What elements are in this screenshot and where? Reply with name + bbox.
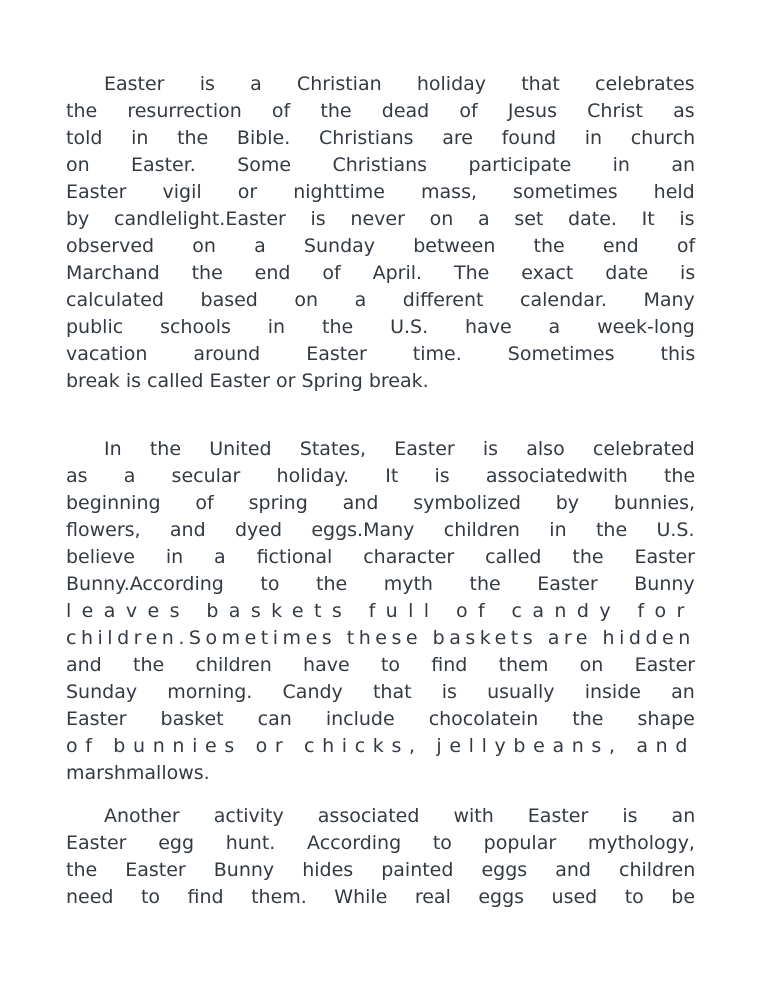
text-line: the resurrection of the dead of Jesus Christ as (66, 100, 695, 122)
text-line: Marchand the end of April. The exact date is (66, 262, 696, 284)
text-line: public schools in the U.S. have a week-long (66, 316, 695, 338)
text-line: Sunday morning. Candy that is usually inside an (66, 681, 695, 703)
text-line: vacation around Easter time. Sometimes this (66, 343, 696, 365)
text-line: by candlelight.Easter is never on a set date. It is (66, 208, 695, 230)
text-line: children.Sometimes these baskets are hidden (66, 627, 695, 649)
text-line: believe in a fictional character called the Easter (66, 546, 695, 568)
text-line: Bunny.According to the myth the Easter Bunny (66, 573, 695, 595)
text-line: Easter vigil or nighttime mass, sometimes held (66, 181, 695, 203)
text-line: break is called Easter or Spring break. (66, 370, 429, 392)
text-line: flowers, and dyed eggs.Many children in the U.S. (66, 519, 695, 541)
text-line: marshmallows. (66, 762, 210, 784)
text-line: In the United States, Easter is also celebrated (104, 438, 695, 460)
text-line: need to find them. While real eggs used to be (66, 886, 696, 908)
text-line: Easter basket can include chocolatein the shape (66, 708, 695, 730)
text-line: the Easter Bunny hides painted eggs and children (66, 859, 696, 881)
text-line: observed on a Sunday between the end of (66, 235, 696, 257)
text-line: beginning of spring and symbolized by bunnies, (66, 492, 696, 514)
document-content (66, 71, 695, 911)
text-line: as a secular holiday. It is associatedwith the (66, 465, 696, 487)
text-line: Easter egg hunt. According to popular mythology, (66, 832, 695, 854)
text-line: told in the Bible. Christians are found in church (66, 127, 696, 149)
paragraph (66, 71, 695, 395)
text-line: leaves baskets full of candy for (66, 600, 695, 622)
paragraph (66, 803, 695, 911)
text-line: and the children have to find them on Easter (66, 654, 696, 676)
text-line: of bunnies or chicks, jellybeans, and (66, 735, 696, 757)
text-line: calculated based on a different calendar. Many (66, 289, 695, 311)
text-line: Easter is a Christian holiday that celebrates (104, 73, 695, 95)
text-line: Another activity associated with Easter is an (104, 805, 696, 827)
text-line: on Easter. Some Christians participate in an (66, 154, 696, 176)
paragraph (66, 436, 695, 787)
